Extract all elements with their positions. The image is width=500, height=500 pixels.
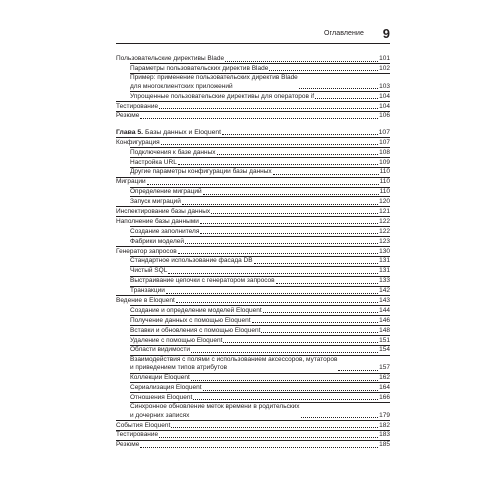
page-number: 9 — [382, 26, 390, 41]
toc-entry-title: Подключения к базе данных — [130, 148, 216, 156]
toc-entry-title: События Eloquent — [116, 421, 171, 429]
dot-leader — [161, 144, 379, 145]
dot-leader — [140, 447, 378, 448]
toc-entry-title: Наполнение базы данными — [116, 217, 199, 225]
toc-entry-page: 182 — [379, 421, 390, 429]
toc-entry-title: Пример: применение пользовательских директив Blade для многоклиентских приложений — [130, 74, 298, 90]
toc-entry-page: 183 — [379, 431, 390, 439]
toc-entry-title: Синхронное обновление меток времени в родительских и дочерних записях — [130, 403, 300, 419]
toc-entry-title: Резюме — [116, 112, 140, 120]
dot-leader — [140, 118, 378, 119]
toc-entry-page: 130 — [379, 247, 390, 255]
header-rule — [116, 43, 390, 44]
toc-entry-title: Получение данных с помощью Eloquent — [130, 316, 251, 324]
toc-entry-page: 164 — [379, 384, 390, 392]
toc-entry-title: Инспектирование базы данных — [116, 207, 211, 215]
toc-entry-page: 123 — [379, 237, 390, 245]
toc-entry-title: Ведение в Eloquent — [116, 296, 175, 304]
toc-entry-page: 162 — [379, 374, 390, 382]
dot-leader — [178, 253, 378, 254]
toc-entry[interactable] — [116, 74, 390, 92]
dot-leader — [193, 399, 378, 400]
toc-entry-title: Области видимости — [130, 346, 191, 354]
dot-leader — [261, 332, 378, 333]
toc-entry-title: Другие параметры конфигурации базы данных — [130, 168, 272, 176]
dot-leader — [176, 302, 378, 303]
dot-leader — [273, 174, 379, 175]
toc-entry-page: 146 — [379, 316, 390, 324]
toc-entry-page: 185 — [379, 441, 390, 449]
running-header-title: Оглавление — [323, 30, 364, 37]
dot-leader — [159, 437, 378, 438]
toc-entry-page: 104 — [379, 102, 390, 110]
toc-entry-title: Стандартное использование фасада DB — [130, 257, 253, 265]
toc-entry-title: Создание заполнителя — [130, 227, 200, 235]
toc-entry-page: 102 — [379, 64, 390, 72]
dot-leader — [223, 342, 378, 343]
toc-entry-title: Удаление с помощью Eloquent — [130, 336, 223, 344]
dot-leader — [147, 184, 379, 185]
toc-entry-page: 110 — [379, 178, 390, 186]
dot-leader — [252, 322, 379, 323]
toc-entry-title: Коллекции Eloquent — [130, 374, 190, 382]
toc-entry-title: Создание и определение моделей Eloquent — [130, 306, 262, 314]
toc-entry-title: Резюме — [116, 441, 140, 449]
toc-entry[interactable] — [116, 355, 390, 373]
dot-leader — [276, 283, 379, 284]
toc-entry-title: Тестирование — [116, 102, 159, 110]
toc-entry-page: 166 — [379, 393, 390, 401]
toc-entry-page: 109 — [379, 158, 390, 166]
dot-leader — [191, 352, 378, 353]
toc-entry-page: 103 — [379, 82, 390, 90]
toc-entry-title: Фабрики моделей — [130, 237, 184, 245]
toc-entry-title: Миграции — [116, 178, 146, 186]
dot-leader — [178, 164, 378, 165]
dot-leader — [191, 380, 378, 381]
toc-entry-page: 142 — [379, 287, 390, 295]
toc-entry-page: 107 — [378, 128, 390, 136]
toc-entry[interactable] — [116, 440, 390, 450]
dot-leader — [159, 108, 378, 109]
toc-entry-page: 157 — [379, 364, 390, 372]
toc-entry-title: Конфигурация — [116, 138, 160, 146]
toc-entry-page: 101 — [379, 55, 390, 63]
toc-entry-title: Пользовательские директивы Blade — [116, 55, 225, 63]
toc-entry-page: 110 — [379, 168, 390, 176]
toc-entry-page: 104 — [379, 92, 390, 100]
toc-entry-page: 106 — [379, 112, 390, 120]
table-of-contents — [116, 54, 390, 450]
toc-entry-page: 107 — [379, 138, 390, 146]
toc-entry-title: Сериализация Eloquent — [130, 384, 202, 392]
running-header — [116, 26, 390, 42]
toc-entry-page: 120 — [379, 198, 390, 206]
dot-leader — [254, 263, 379, 264]
toc-entry-title: Чистый SQL — [130, 267, 168, 275]
toc-entry-title: Настройка URL — [130, 158, 177, 166]
toc-entry-title: Вставки и обновления с помощью Eloquent — [130, 326, 261, 334]
toc-entry-title: Выстраивание цепочки с генератором запросов — [130, 277, 275, 285]
dot-leader — [338, 370, 378, 371]
toc-entry-title: Взаимодействия с полями с использованием аксессоров, мутаторов и приведением типов атрибутов — [130, 355, 338, 372]
toc-entry-page: 144 — [379, 306, 390, 314]
toc-entry-page: 131 — [379, 267, 390, 275]
toc-entry-page: 110 — [379, 188, 390, 196]
dot-leader — [200, 223, 378, 224]
toc-entry-title: Отношения Eloquent — [130, 393, 193, 401]
toc-entry-title: Запуск миграций — [130, 198, 181, 206]
dot-leader — [301, 417, 379, 418]
dot-leader — [222, 134, 378, 135]
toc-entry-title: Определение миграций — [130, 188, 202, 196]
chapter-label: Глава 5. — [116, 128, 144, 136]
toc-entry-page: 154 — [379, 346, 390, 354]
toc-entry-page: 143 — [379, 296, 390, 304]
dot-leader — [211, 213, 378, 214]
toc-entry-page: 151 — [379, 336, 390, 344]
toc-entry-title: Упрощенные пользовательские директивы для операторов if — [130, 92, 315, 100]
toc-entry-page: 121 — [379, 207, 390, 215]
dot-leader — [299, 88, 378, 89]
dot-leader — [203, 390, 379, 391]
dot-leader — [200, 233, 378, 234]
dot-leader — [168, 273, 378, 274]
dot-leader — [263, 312, 378, 313]
toc-entry-title: Генератор запросов — [116, 247, 177, 255]
toc-entry-page: 148 — [379, 326, 390, 334]
dot-leader — [315, 98, 378, 99]
toc-entry-title: Базы данных и Eloquent — [145, 128, 222, 136]
dot-leader — [269, 70, 378, 71]
toc-entry[interactable] — [116, 403, 390, 421]
toc-entry-page: 131 — [379, 257, 390, 265]
toc-entry[interactable] — [116, 111, 390, 121]
toc-entry-page: 122 — [379, 217, 390, 225]
toc-entry-page: 133 — [379, 277, 390, 285]
dot-leader — [203, 194, 379, 195]
toc-entry-title: Транзакции — [130, 287, 165, 295]
toc-entry-title: Параметры пользовательских директив Blade — [130, 64, 269, 72]
toc-entry-page: 122 — [379, 227, 390, 235]
toc-entry-page: 108 — [379, 148, 390, 156]
dot-leader — [171, 427, 378, 428]
dot-leader — [185, 243, 378, 244]
toc-entry-title: Тестирование — [116, 431, 159, 439]
toc-entry-page: 179 — [379, 411, 390, 419]
dot-leader — [217, 154, 379, 155]
dot-leader — [225, 61, 378, 62]
dot-leader — [182, 204, 378, 205]
dot-leader — [166, 293, 378, 294]
